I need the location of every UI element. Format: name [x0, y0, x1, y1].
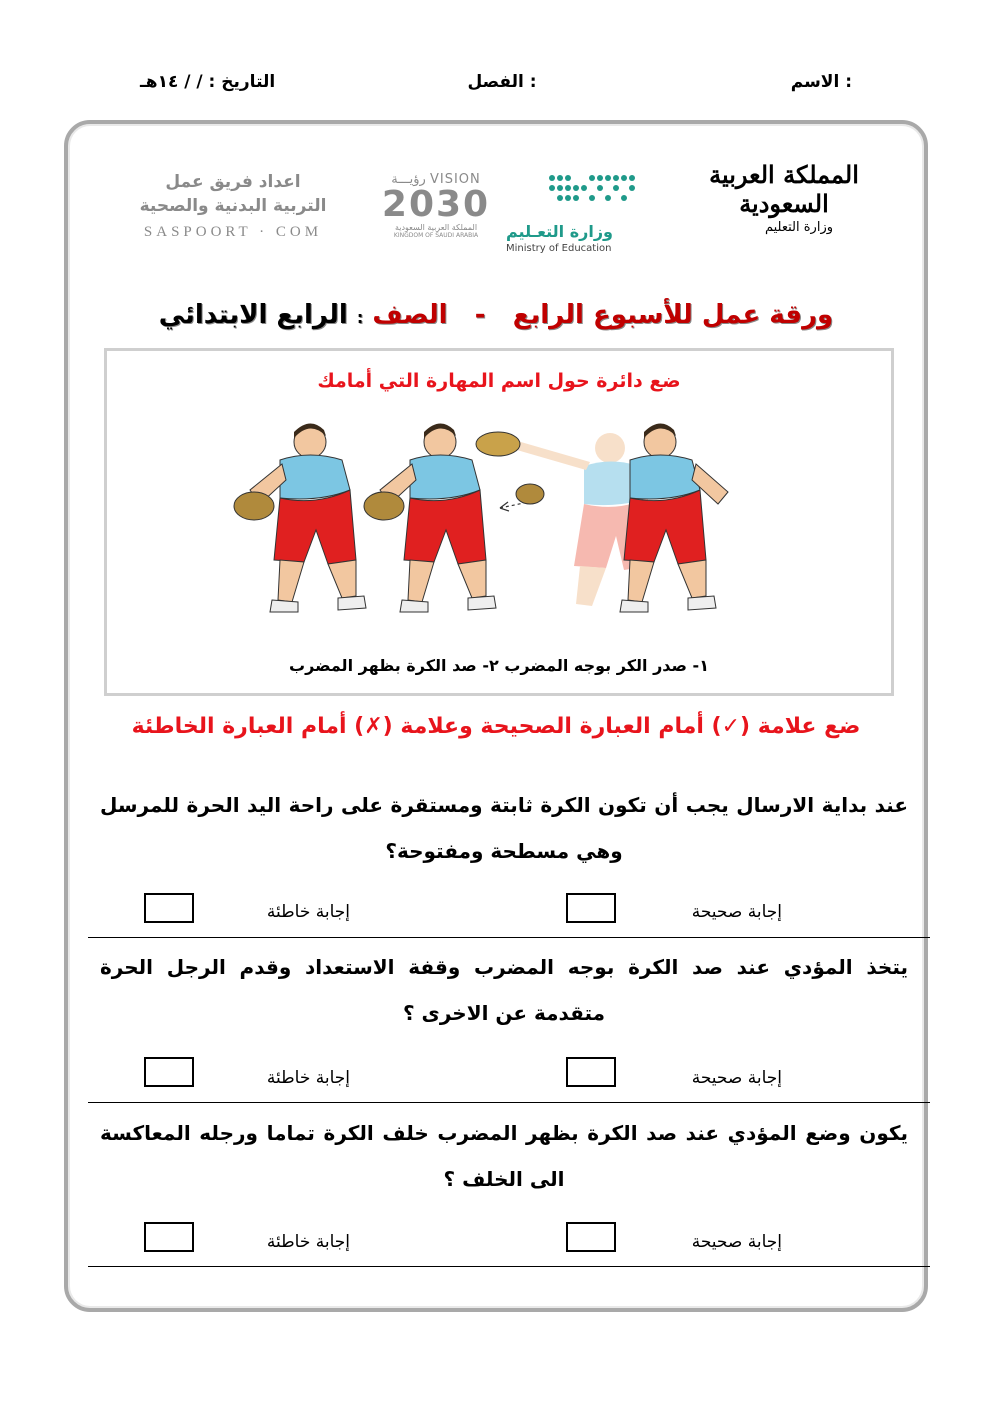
- player-figure: [234, 423, 366, 612]
- divider: [88, 1102, 930, 1103]
- moe-arabic: وزارة التعـليم: [506, 222, 613, 241]
- team-logo: [108, 172, 358, 241]
- paddle-icon: [476, 432, 520, 456]
- q2-correct-label: إجابة صحيحة: [691, 1068, 782, 1088]
- title-colon: :: [356, 308, 364, 327]
- team-line-2: التربية البدنية والصحية: [139, 196, 327, 216]
- ministry-name: وزارة التعليم: [764, 220, 834, 235]
- q2-correct-checkbox[interactable]: [566, 1057, 616, 1087]
- paddle-icon: [516, 484, 544, 504]
- q1-correct-label: إجابة صحيحة: [691, 902, 782, 922]
- table-tennis-illustration: [220, 420, 740, 620]
- divider: [88, 1266, 930, 1267]
- tf-instruction: ضع علامة (✓) أمام العبارة الصحيحة وعلامة (✗) أمام العبارة الخاطئة: [131, 714, 861, 739]
- question-1-text: عند بداية الارسال يجب أن تكون الكرة ثابتة ومستقرة على راحة اليد الحرة للمرسل وهي مسطحة ومفتوحة؟: [100, 793, 908, 863]
- title-grade: الرابع الابتدائي: [158, 300, 348, 330]
- question-3-text: يكون وضع المؤدي عند صد الكرة بظهر المضرب خلف الكرة تماما ورجله المعاكسة الى الخلف ؟: [100, 1121, 908, 1191]
- date-field-label: التاريخ : / / ١٤هـ: [140, 72, 276, 92]
- divider: [88, 937, 930, 938]
- q1-wrong-checkbox[interactable]: [144, 893, 194, 923]
- name-field-label: الاسم :: [790, 72, 852, 92]
- player-figure: [364, 423, 496, 612]
- class-field-label: الفصل :: [467, 72, 537, 92]
- title-class: الصف: [372, 300, 448, 330]
- q3-correct-checkbox[interactable]: [566, 1222, 616, 1252]
- team-site: SASPOORT · COM: [143, 224, 323, 240]
- title-dash: -: [474, 300, 486, 330]
- skill-options: ١- صدر الكر بوجه المضرب ٢- صد الكرة بظهر المضرب: [289, 656, 709, 675]
- q3-wrong-label: إجابة خاطئة: [266, 1232, 350, 1252]
- moe-english: Ministry of Education: [506, 243, 612, 254]
- vision-country-ar: المملكة العربية السعودية: [394, 223, 478, 232]
- worksheet-title: [0, 300, 992, 330]
- player-figure: [620, 423, 728, 612]
- q1-wrong-label: إجابة خاطئة: [266, 902, 350, 922]
- title-main: ورقة عمل للأسبوع الرابع: [512, 300, 834, 330]
- q3-correct-label: إجابة صحيحة: [691, 1232, 782, 1252]
- question-2-text: يتخذ المؤدي عند صد الكرة بوجه المضرب وقفة الاستعداد وقدم الرجل الحرة متقدمة عن الاخرى ؟: [100, 955, 908, 1025]
- team-line-1: اعداد فريق عمل: [165, 172, 301, 192]
- kingdom-name: المملكة العربية السعودية: [709, 160, 859, 218]
- vision-label: رؤيـــة VISION: [391, 172, 481, 187]
- vision-2030-logo: [376, 172, 496, 239]
- q2-wrong-label: إجابة خاطئة: [266, 1068, 350, 1088]
- moe-logo: [500, 168, 650, 258]
- vision-year: 2030: [381, 184, 491, 225]
- skill-instruction: ضع دائرة حول اسم المهارة التي أمامك: [317, 370, 681, 392]
- vision-country-en: KINGDOM OF SAUDI ARABIA: [393, 232, 479, 239]
- kingdom-logo: [684, 160, 884, 235]
- q1-correct-checkbox[interactable]: [566, 893, 616, 923]
- q2-wrong-checkbox[interactable]: [144, 1057, 194, 1087]
- moe-dots-icon: [500, 168, 650, 208]
- q3-wrong-checkbox[interactable]: [144, 1222, 194, 1252]
